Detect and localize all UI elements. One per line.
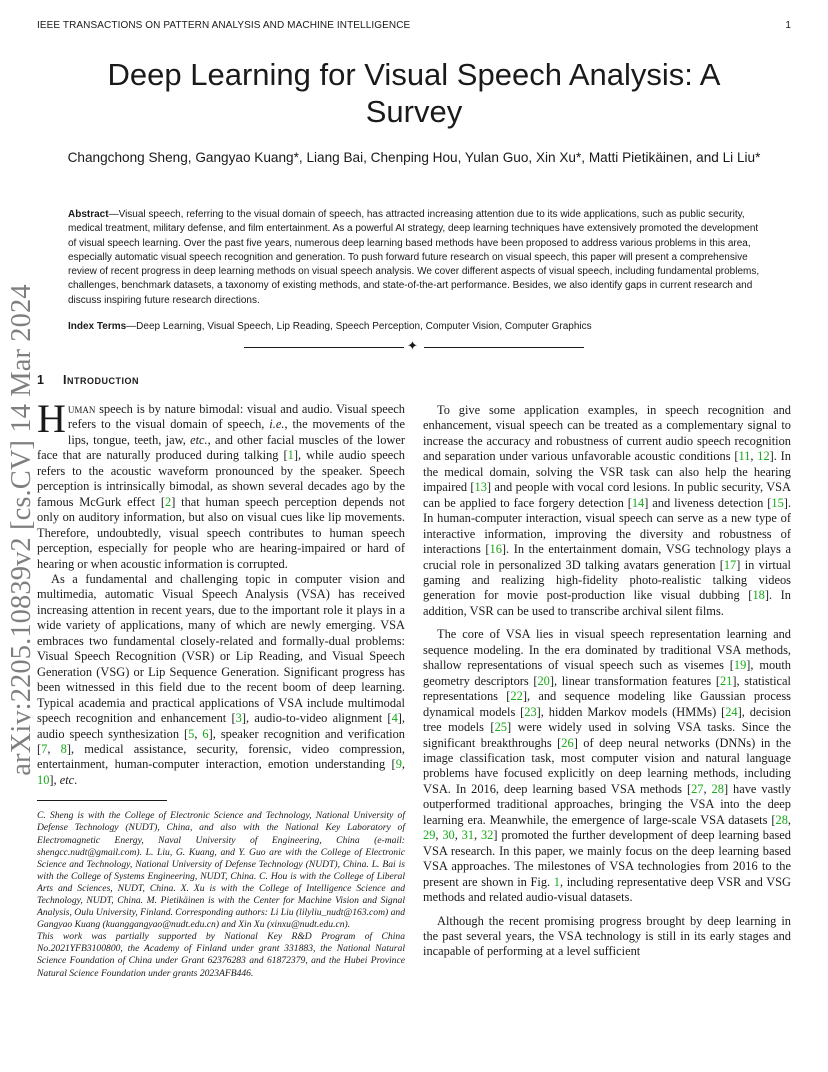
citation-link[interactable]: 25 <box>494 720 507 735</box>
citation-link[interactable]: 21 <box>719 673 733 688</box>
text-run: ]. In the medical domain, solving the VSR task can also help the hearing impaired [ <box>423 449 791 495</box>
page-number: 1 <box>785 20 791 31</box>
text-run: ] in virtual gaming and realizing high-fidelity photo-realistic talking videos generation for movie post-production like visual dubbing [ <box>423 557 792 603</box>
citation-link[interactable]: 7 <box>41 741 48 756</box>
text-run: ], audio speech synthesization [ <box>37 711 405 741</box>
running-header: IEEE TRANSACTIONS ON PATTERN ANALYSIS AND MACHINE INTELLIGENCE <box>37 20 411 31</box>
text-run: ], and sequence modeling like Gaussian process dynamical models [ <box>423 689 791 719</box>
citation-link[interactable]: 1 <box>287 448 294 463</box>
text-run: , <box>474 828 481 843</box>
emphasis-text: i.e. <box>269 417 285 432</box>
text-run: ], while audio speech refers to the acoustic waveform pronounced by the speaker. Speech perception is intrinsically bimodal, as shown several decades ago by the famous McGurk effect [ <box>37 448 405 509</box>
lead-word: uman <box>67 402 96 416</box>
text-run: ], audio-to-video alignment [ <box>241 711 392 726</box>
citation-link[interactable]: 1 <box>553 874 560 889</box>
text-run: ] have vastly outperformed traditional approaches, bringing the VSA into the deep learning era. Meanwhile, the emergence of large-scale VSA datasets [ <box>423 781 791 827</box>
citation-link[interactable]: 2 <box>165 494 172 509</box>
footnote-funding: This work was partially supported by National Key R&D Program of China No.2021YFB3100800, the Academy of Finland under grant 331883, the National Natural Science Foundation of China under Grant 62376283 and 61872379, and the Hubei Province Natural Science Foundation under grants 2023AFB446. <box>37 931 405 979</box>
section-heading <box>37 372 405 388</box>
text-run: , including representative deep VSR and VSG methods and related audio-visual datasets. <box>423 874 791 905</box>
intro-paragraph-2 <box>37 572 405 788</box>
text-run: To give some application examples, in speech recognition and enhancement, visual speech can be treated as a complementary signal to increase the accuracy and robustness of current audio speech recognition and separation under various unfavorable acoustic conditions [ <box>423 403 791 464</box>
text-run: The core of VSA lies in visual speech representation learning and sequence modeling. In the era dominated by traditional VSA methods, shallow representations of visual speech such as visemes [ <box>423 627 791 673</box>
intro-paragraph-1 <box>37 396 405 572</box>
divider-star-icon: ✦ <box>407 339 418 354</box>
intro-paragraph-4 <box>423 627 791 905</box>
text-run: . <box>74 772 78 787</box>
drop-cap: H <box>37 396 66 441</box>
paragraph-text <box>423 403 791 618</box>
abstract-label: Abstract <box>68 209 109 220</box>
paragraph-text <box>423 914 791 959</box>
text-run: , <box>750 449 758 464</box>
citation-link[interactable]: 18 <box>752 588 765 603</box>
citation-link[interactable]: 27 <box>691 781 704 796</box>
citation-link[interactable]: 5 <box>188 726 195 741</box>
text-run: ] were widely used in solving VSA tasks. Since the significant breakthroughs [ <box>423 720 791 750</box>
text-run: ] promoted the further development of deep learning based VSA research. In this paper, we mainly focus on the deep learning based VSA approaches. The milestones of VSA technologies from 2016 to the present are shown in Fig. <box>423 828 791 889</box>
text-run: ] and people with vocal cord lesions. In public security, VSA can be applied to face forgery detection [ <box>423 480 791 510</box>
citation-link[interactable]: 3 <box>235 711 242 726</box>
paragraph-text <box>37 396 405 571</box>
text-run: ], hidden Markov models (HMMs) [ <box>536 704 726 719</box>
text-run: ] and liveness detection [ <box>644 495 772 510</box>
abstract-text: —Visual speech, referring to the visual domain of speech, has attracted increasing attention due to its wide applications, such as public security, medical treatment, military defense, and film entertainment. As a powerful AI strategy, deep learning techniques have extensively promoted the development of visual speech learning. Over the past five years, numerous deep learning based methods have been proposed to address various problems in this area, especially automatic visual speech recognition and generation. To push forward future research on visual speech, this paper will present a comprehensive review of recent progress in deep learning methods on visual speech analysis. We cover different aspects of visual speech, including fundamental problems, challenges, benchmark datasets, a taxonomy of existing methods, and state-of-the-art performance. Besides, we also identify gaps in current research and discuss inspiring future research directions. <box>68 209 760 306</box>
divider-line-left <box>244 347 404 348</box>
text-run: ] that human speech perception depends not only on auditory information, but also on visual cues like lip movements. Therefore, undoubtedly, visual speech contributes to human speech perception, especially for people who are hearing-impaired or hard of hearing or when acoustic information is corrupted. <box>37 494 405 571</box>
divider-line-right <box>424 347 584 348</box>
citation-link[interactable]: 30 <box>442 828 455 843</box>
text-run: , the movements of the lips, tongue, teeth, jaw, <box>67 417 405 447</box>
citation-link[interactable]: 17 <box>723 557 737 572</box>
citation-link[interactable]: 32 <box>480 828 494 843</box>
citation-link[interactable]: 10 <box>37 772 50 787</box>
abstract <box>68 208 761 308</box>
emphasis-text: etc <box>59 772 75 787</box>
left-column <box>37 372 405 980</box>
intro-paragraph-3 <box>423 403 791 619</box>
author-list: Changchong Sheng, Gangyao Kuang*, Liang Bai, Chenping Hou, Yulan Guo, Xin Xu*, Matti Pietikäinen, and Li Liu* <box>67 150 761 165</box>
citation-link[interactable]: 9 <box>395 757 402 772</box>
index-terms <box>68 320 761 334</box>
affiliation-footnote <box>37 810 405 979</box>
citation-link[interactable]: 31 <box>461 828 475 843</box>
paragraph-text <box>37 572 405 787</box>
citation-link[interactable]: 16 <box>489 542 502 557</box>
citation-link[interactable]: 28 <box>775 812 788 827</box>
citation-link[interactable]: 24 <box>725 704 738 719</box>
text-run: , <box>703 781 712 796</box>
citation-link[interactable]: 13 <box>474 480 487 495</box>
text-run: , <box>401 757 405 772</box>
index-terms-label: Index Terms <box>68 321 127 332</box>
citation-link[interactable]: 19 <box>733 658 747 673</box>
text-run: ], linear transformation features [ <box>549 673 720 688</box>
citation-link[interactable]: 4 <box>391 711 398 726</box>
section-divider <box>244 341 584 355</box>
citation-link[interactable]: 26 <box>561 735 574 750</box>
footnote-rule <box>37 800 167 801</box>
right-column <box>423 403 791 960</box>
text-run: ], <box>49 772 60 787</box>
citation-link[interactable]: 22 <box>510 689 523 704</box>
section-title: Introduction <box>63 373 139 387</box>
citation-link[interactable]: 6 <box>202 726 209 741</box>
citation-link[interactable]: 14 <box>631 495 645 510</box>
text-run: Although the recent promising progress brought by deep learning in the past several years, the VSA technology is still in its early stages and incapable of performing at a level sufficient <box>423 913 791 959</box>
text-run: speech is by nature bimodal: visual and audio. Visual speech refers to the visual domain of speech, <box>67 402 405 432</box>
citation-link[interactable]: 12 <box>757 449 770 464</box>
paper-title: Deep Learning for Visual Speech Analysis: A Survey <box>107 57 721 129</box>
text-run: ], mouth geometry descriptors [ <box>423 658 791 688</box>
text-run: , <box>47 741 61 756</box>
citation-link[interactable]: 23 <box>524 704 537 719</box>
text-run: ], decision tree models [ <box>423 704 791 735</box>
footnote-affiliations: C. Sheng is with the College of Electronic Science and Technology, National University of Defense Technology (NUDT), China, and also with the National Key Laboratory of Electromagnetic Energy, Naval University of Engineering, China (e-mail: shengcc.nudt@gmail.com). L. Liu, G. Kuang, and Y. Guo are with the College of Electronic Science and Technology, National University of Defense Technology (NUDT), China. L. Bai is with the College of Systems Engineering, NUDT, China. C. Hou is with the College of Liberal Arts and Sciences, NUDT, China. X. Xu is with the College of Intelligence Science and Technology, NUDT, China. M. Pietikäinen is with the Center for Machine Vision and Signal Analysis, Oulu University, Finland. Corresponding authors: Li Liu (lilyliu_nudt@163.com) and Gangyao Kuang (kuanggangyao@nudt.edu.cn) and Xin Xu (xinxu@nudt.edu.cn). <box>37 810 405 931</box>
text-run: ], medical assistance, security, forensic, video compression, entertainment, human-computer interaction, emotion understanding [ <box>37 741 405 772</box>
text-run: , and other facial muscles of the lower face that are naturally produced during talking [ <box>37 432 405 463</box>
citation-link[interactable]: 29 <box>423 828 436 843</box>
emphasis-text: etc. <box>190 432 208 447</box>
text-run: ]. In the entertainment domain, VSG technology plays a crucial role in personalized 3D talking avatars generation [ <box>423 542 791 572</box>
section-number: 1 <box>37 373 45 387</box>
citation-link[interactable]: 20 <box>537 673 550 688</box>
text-run: As a fundamental and challenging topic in computer vision and multimedia, automatic Visual Speech Analysis (VSA) has received increasing attention in recent years, due to the important role it plays in a wide variety of applications, many of which are newly emerging. VSA embraces two fundamental closely-related and formally-dual problems: Visual Speech Recognition (VSR) or Lip Reading, and Visual Speech Generation (VSG) or Lip Sequence Generation. Significant progress has been witnessed in this field due to the recent boom of deep learning. Typical academia and practical applications of VSA include multimodal speech recognition and enhancement [ <box>37 571 405 726</box>
paragraph-text <box>423 627 791 904</box>
text-run: , <box>194 726 203 741</box>
text-run: , <box>454 828 462 843</box>
text-run: ] of deep neural networks (DNNs) in the image classification task, most computer vision and natural language problems have focused explicitly on deep learning methods, including VSA. In 2016, deep learning based VSA methods [ <box>423 735 791 796</box>
citation-link[interactable]: 28 <box>711 781 724 796</box>
text-run: , <box>435 828 443 843</box>
arxiv-stamp-text: arXiv:2205.10839v2 [cs.CV] 14 Mar 2024 <box>6 284 37 776</box>
text-run: ], speaker recognition and verification [ <box>37 726 405 756</box>
intro-paragraph-5 <box>423 914 791 960</box>
arxiv-stamp <box>2 284 42 776</box>
citation-link[interactable]: 8 <box>60 741 67 756</box>
index-terms-text: —Deep Learning, Visual Speech, Lip Reading, Speech Perception, Computer Vision, Computer Graphics <box>126 321 592 332</box>
citation-link[interactable]: 15 <box>771 495 784 510</box>
text-run: ]. In human-computer interaction, visual speech can serve as a new type of interactive information, improving the diversity and robustness of interactions [ <box>423 495 791 557</box>
text-run: ]. In addition, VSR can be used to transcribe archival silent films. <box>423 588 791 618</box>
text-run: , <box>787 812 791 827</box>
citation-link[interactable]: 11 <box>738 449 751 464</box>
text-run: ], statistical representations [ <box>423 673 791 704</box>
